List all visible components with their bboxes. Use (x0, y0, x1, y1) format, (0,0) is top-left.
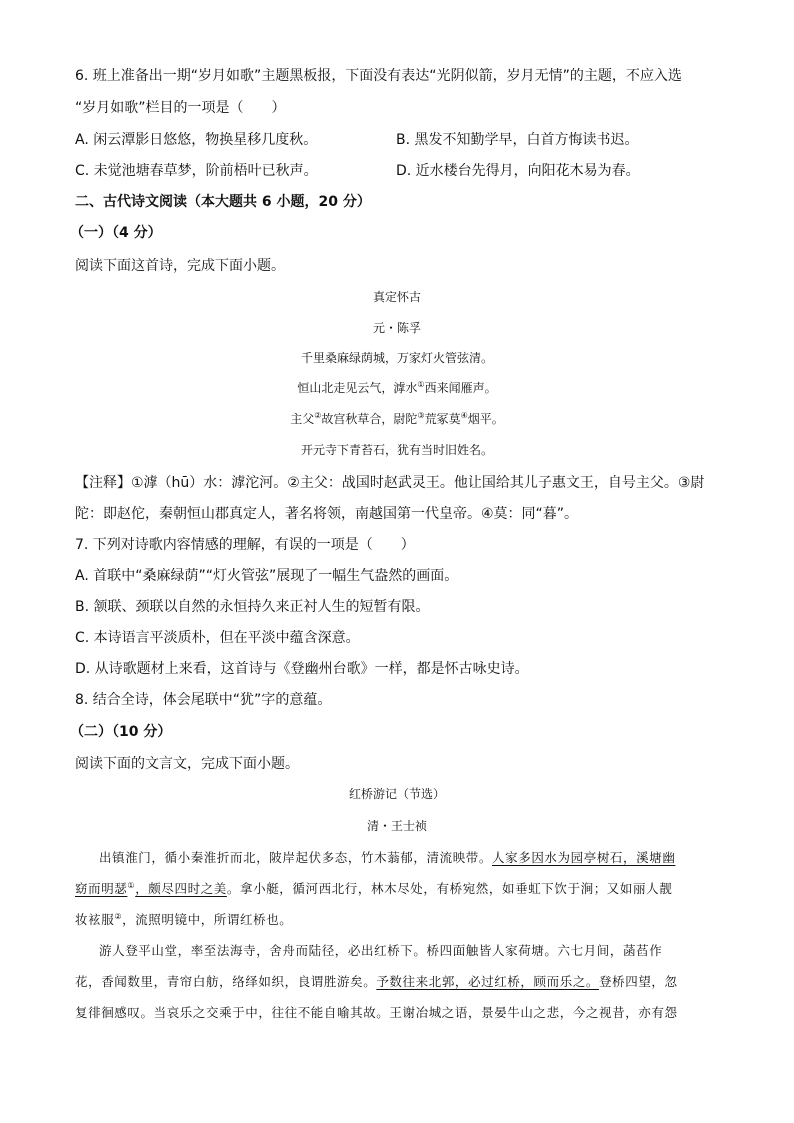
poem-line-2-part: 恒山北走见云气，滹水 (297, 381, 418, 395)
footnote-marker: ② (114, 911, 123, 921)
poem-title: 真定怀古 (372, 290, 421, 304)
essay-text: 妆袨服 (75, 912, 115, 927)
poem-line-3-part: 烟平。 (467, 412, 504, 426)
underlined-sentence: 予数往来北郭，必过红桥，顾而乐之。 (376, 974, 600, 989)
essay-text: 。拿小艇，循河西北行，林木尽处，有桥宛然，如垂虹下饮于涧；又如丽人靓 (226, 881, 673, 896)
q6-stem-line1: 6. 班上准备出一期“岁月如歌”主题黑板报，下面没有表达“光阴似箭，岁月无情”的主题，不应入选 (75, 68, 682, 84)
poem-line-2 (0, 380, 794, 396)
essay-p1-line1 (99, 849, 675, 867)
poem-line-1: 千里桑麻绿荫城，万家灯火管弦清。 (300, 351, 493, 365)
q7-stem: 7. 下列对诗歌内容情感的理解，有误的一项是（ ） (75, 537, 415, 553)
essay-p2-line3: 复徘徊感叹。当哀乐之交乘于中，往往不能自喻其故。王谢冶城之语，景晏牛山之悲，今之视昔，亦有怨 (75, 1005, 678, 1020)
underlined-sentence: ，颇尽四时之美 (135, 881, 227, 896)
part2-intro: 阅读下面的文言文，完成下面小题。 (75, 756, 299, 772)
essay-author: 清・王士祯 (366, 819, 427, 833)
q8-stem: 8. 结合全诗，体会尾联中“犹”字的意蕴。 (75, 692, 332, 708)
essay-p2-line2 (75, 973, 678, 991)
footnote-marker: ② (314, 411, 322, 420)
footnote-marker: ① (127, 880, 136, 890)
q7-option-c: C. 本诗语言平淡质朴，但在平淡中蕴含深意。 (75, 630, 360, 646)
essay-text: 出镇淮门，循小秦淮折而北，陂岸起伏多态，竹木蓊郁，清流映带。 (99, 850, 493, 865)
part1-title: （一）（4 分） (70, 225, 162, 241)
essay-p1-line3 (75, 911, 292, 929)
poem-author: 元・陈孚 (372, 321, 421, 335)
underlined-sentence: 人家多因水为园亭树石，溪塘幽 (492, 850, 676, 865)
notes-line-2: 陀：即赵佗，秦朝恒山郡真定人，著名将领，南越国第一代皇帝。④莫：同“暮”。 (75, 506, 579, 522)
q7-option-a: A. 首联中“桑麻绿荫”“灯火管弦”展现了一幅生气盎然的画面。 (75, 568, 459, 584)
footnote-marker: ① (417, 380, 425, 389)
q6-option-c: C. 未觉池塘春草梦，阶前梧叶已秋声。 (75, 163, 318, 179)
section2-title: 二、古代诗文阅读（本大题共 6 小题，20 分） (75, 194, 371, 210)
poem-line-3-part: 故宫秋草合，尉陀 (321, 412, 418, 426)
poem-line-3-part: 荒冢莫 (424, 412, 461, 426)
essay-text: ，流照明镜中，所谓红桥也。 (122, 912, 293, 927)
footnote-marker: ③ (417, 411, 425, 420)
q7-option-b: B. 颔联、颈联以自然的永恒持久来正衬人生的短暂有限。 (75, 599, 430, 615)
essay-p1-line2 (75, 880, 672, 898)
poem-line-4: 开元寺下青苔石，犹有当时旧姓名。 (300, 443, 493, 457)
footnote-marker: ④ (460, 411, 468, 420)
q7-option-d: D. 从诗歌题材上来看，这首诗与《登幽州台歌》一样，都是怀古咏史诗。 (75, 661, 529, 677)
q6-option-b: B. 黑发不知勤学早，白首方悔读书迟。 (396, 132, 639, 148)
essay-text: 花，香闻数里，青帘白舫，络绎如织，良谓胜游矣。 (75, 974, 377, 989)
essay-p2-line1: 游人登平山堂，率至法海寺，舍舟而陆径，必出红桥下。桥四面触皆人家荷塘。六七月间，菡萏作 (99, 943, 663, 958)
poem-line-3 (0, 411, 794, 427)
essay-text: 登桥四望，忽 (599, 974, 678, 989)
notes-line-1: 【注释】①滹（hū）水：滹沱河。②主父：战国时赵武灵王。他让国给其儿子惠文王，自号主父。③尉 (75, 475, 705, 491)
part2-title: （二）（10 分） (70, 724, 172, 740)
q6-option-d: D. 近水楼台先得月，向阳花木易为春。 (396, 163, 640, 179)
underlined-sentence: 窈而明瑟 (75, 881, 128, 896)
poem-line-2-part: 西来闻雁声。 (424, 381, 497, 395)
q6-stem-line2: “岁月如歌”栏目的一项是（ ） (75, 100, 286, 116)
poem-line-3-part: 主父 (290, 412, 315, 426)
part1-intro: 阅读下面这首诗，完成下面小题。 (75, 258, 285, 274)
essay-title: 红桥游记（节选） (348, 787, 445, 801)
q6-option-a: A. 闲云潭影日悠悠，物换星移几度秋。 (75, 132, 318, 148)
